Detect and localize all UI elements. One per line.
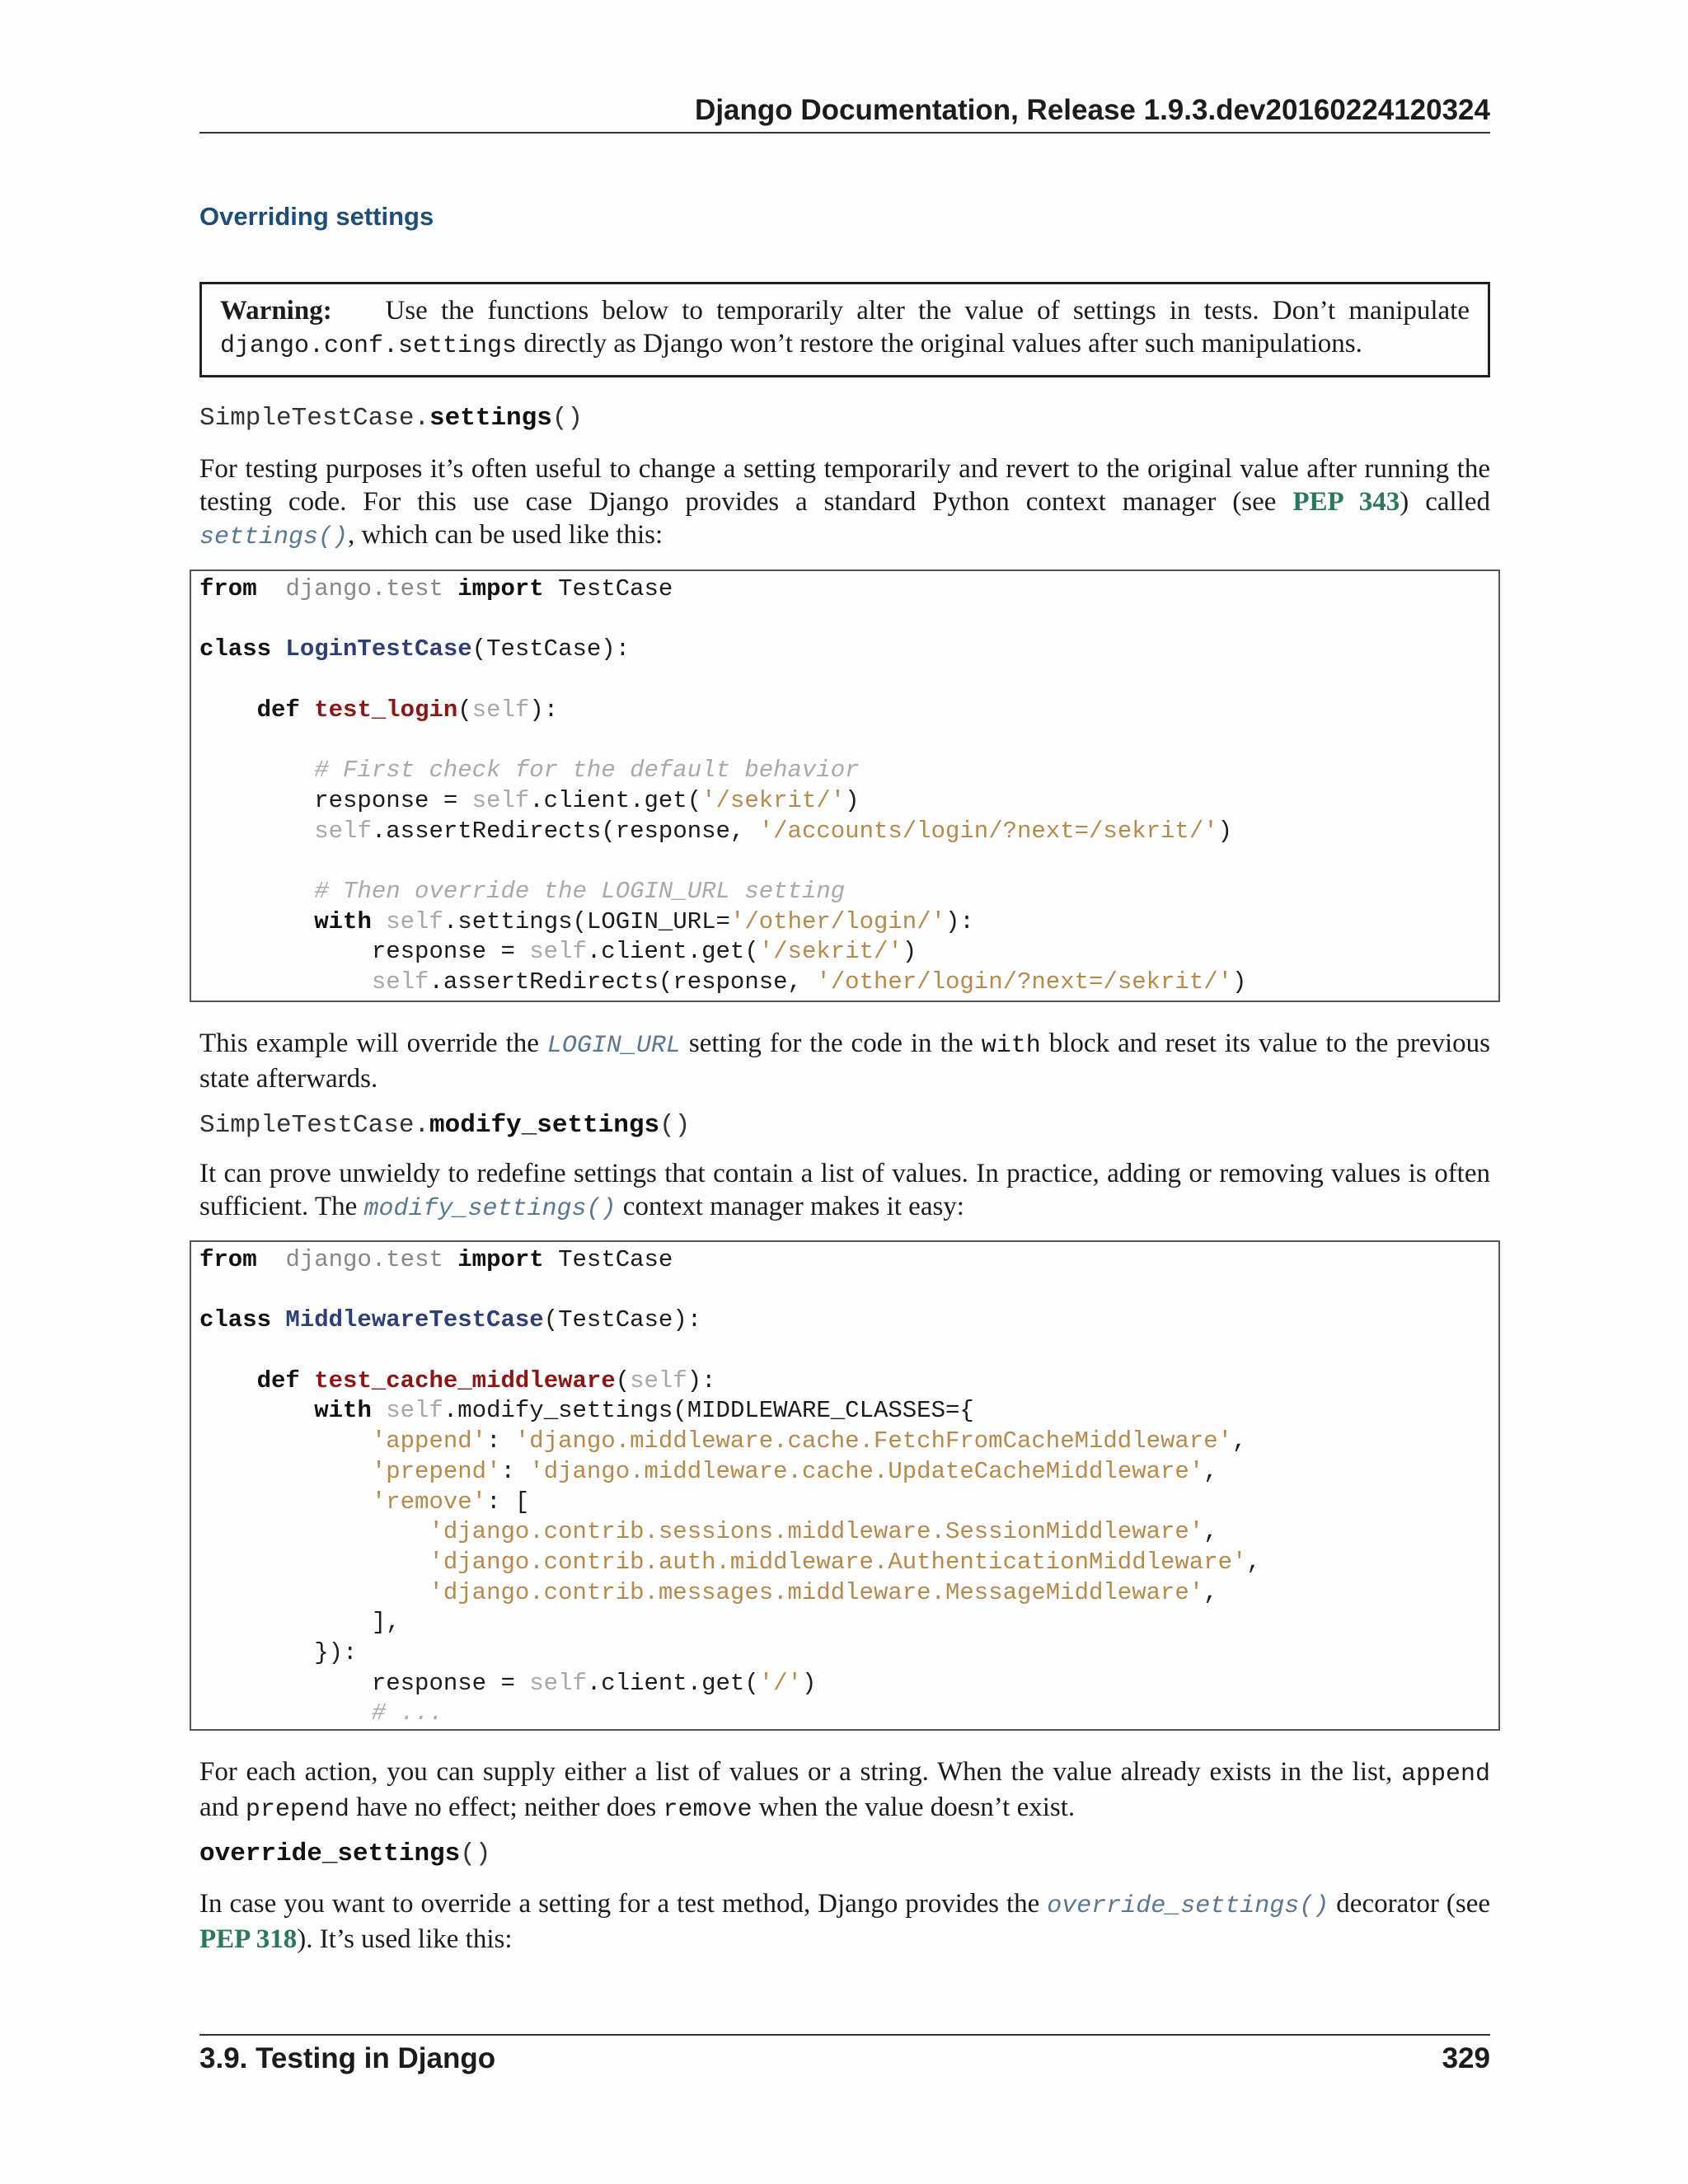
para-text: This example will override the [199, 1029, 547, 1058]
code-line [199, 1517, 1490, 1548]
code-line [199, 907, 1490, 938]
footer-section: 3.9. Testing in Django [199, 2042, 496, 2074]
code-token: TestCase [543, 575, 673, 602]
code-token [300, 696, 314, 724]
code-token [199, 1488, 372, 1516]
code-line [199, 1669, 1490, 1699]
code-token [199, 1397, 314, 1424]
code-token [372, 1397, 386, 1424]
code-token: .client.get( [586, 938, 759, 966]
code-token: .assertRedirects(response, [371, 817, 759, 845]
code-line [199, 1276, 1490, 1306]
code-token: '/accounts/login/?next=/sekrit/' [758, 817, 1218, 845]
paragraph-override-settings [199, 1887, 1490, 1956]
code-line [199, 1396, 1490, 1427]
code-token [199, 1699, 372, 1727]
inline-code-with: with [981, 1032, 1041, 1060]
section-title: Overriding settings [199, 202, 434, 231]
settings-ref-link[interactable]: settings() [199, 523, 349, 551]
code-token: self [529, 1669, 587, 1697]
code-line [199, 786, 1490, 817]
code-token: 'django.contrib.auth.middleware.AuthenticationMiddleware' [429, 1548, 1247, 1576]
code-token: ): [687, 1366, 716, 1394]
code-token: test_cache_middleware [314, 1366, 616, 1394]
code-block-settings [190, 569, 1500, 1002]
pep-318-link[interactable]: PEP 318 [199, 1924, 298, 1954]
code-token: test_login [314, 696, 458, 724]
code-token: self [529, 938, 587, 966]
code-token: 'django.contrib.messages.middleware.MessageMiddleware' [429, 1578, 1204, 1606]
code-token: 'remove' [371, 1488, 487, 1516]
code-token: 'django.contrib.sessions.middleware.SessionMiddleware' [429, 1518, 1204, 1546]
para-text: For each action, you can supply either a list of values or a string. When the value already exists in the list, [199, 1757, 1401, 1787]
code-token: ) [801, 1669, 817, 1697]
sig-name: settings [429, 404, 552, 433]
code-token: # Then override the LOGIN_URL setting [314, 877, 846, 905]
code-token: self [314, 817, 372, 845]
sig-name: override_settings [199, 1840, 461, 1868]
code-token: import [443, 575, 544, 602]
code-token [300, 1367, 314, 1394]
inline-code-prepend: prepend [245, 1796, 349, 1824]
code-line [199, 665, 1490, 696]
code-token [199, 757, 314, 784]
code-token [372, 908, 386, 935]
para-text: have no effect; neither does [349, 1793, 663, 1822]
code-token: self [630, 1366, 687, 1394]
code-token: ( [457, 696, 472, 724]
warning-code: django.conf.settings [220, 332, 518, 360]
code-line [199, 1427, 1490, 1457]
code-token: def [256, 696, 300, 724]
code-token: MiddlewareTestCase [285, 1306, 544, 1334]
code-line [199, 725, 1490, 756]
code-token [199, 968, 372, 996]
code-token: django.test [285, 1246, 443, 1273]
code-token [199, 1458, 372, 1485]
code-token: , [1203, 1578, 1218, 1606]
code-token: '/sekrit/' [701, 786, 846, 814]
code-token [199, 1549, 429, 1576]
code-line [199, 1548, 1490, 1578]
code-token: : [486, 1427, 515, 1455]
code-token [199, 908, 314, 935]
code-line [199, 1366, 1490, 1397]
code-token [199, 1427, 372, 1455]
para-text: ). It’s used like this: [297, 1924, 513, 1954]
code-token: .settings(LOGIN_URL= [443, 907, 730, 935]
code-line [199, 1699, 1490, 1729]
paragraph-actions [199, 1755, 1490, 1826]
code-line [199, 574, 1490, 605]
code-line [199, 1638, 1490, 1669]
code-token: class [199, 1306, 272, 1334]
code-token: class [199, 635, 272, 663]
code-token [257, 575, 286, 602]
code-line [199, 846, 1490, 877]
code-token: 'django.middleware.cache.FetchFromCacheMiddleware' [514, 1427, 1233, 1455]
code-line [199, 1336, 1490, 1366]
para-text: It can prove unwieldy to redefine settings that contain a list of values. In practice, adding or removing values is often sufficient. The [199, 1159, 1490, 1221]
code-token: .assertRedirects(response, [429, 968, 817, 996]
paragraph-modify-settings [199, 1157, 1490, 1226]
code-token: response = [199, 938, 530, 966]
modify-settings-ref-link[interactable]: modify_settings() [363, 1195, 617, 1223]
warning-box [199, 282, 1490, 377]
code-token: self [471, 696, 530, 724]
code-line [199, 1488, 1490, 1518]
code-token: 'append' [371, 1427, 487, 1455]
warning-text: Use the functions below to temporarily alter the value of settings in tests. Don’t manipulate [385, 296, 1470, 326]
code-token [199, 1579, 429, 1606]
code-token: , [1203, 1457, 1218, 1485]
code-token: .client.get( [586, 1669, 759, 1697]
code-token: .client.get( [529, 786, 702, 814]
code-line [199, 817, 1490, 847]
code-token [199, 1518, 429, 1545]
code-token [199, 818, 314, 845]
code-token: ): [529, 696, 559, 724]
code-token: TestCase [543, 1246, 673, 1273]
code-token: response = [199, 786, 472, 814]
code-line [199, 937, 1490, 968]
code-line [199, 1608, 1490, 1638]
modify-settings-signature [199, 1111, 690, 1140]
code-line [199, 1457, 1490, 1488]
para-text: For testing purposes it’s often useful to change a setting temporarily and revert to the original value after running the testing code. For this use case Django provides a standard Python context manager (see [199, 454, 1490, 517]
inline-code-remove: remove [663, 1796, 753, 1824]
code-block-modify-settings [190, 1240, 1500, 1731]
code-token: with [314, 1397, 372, 1425]
para-text: , which can be used like this: [348, 520, 663, 550]
para-text: and [199, 1793, 246, 1822]
page-header: Django Documentation, Release 1.9.3.dev20160224120324 [199, 89, 1490, 134]
code-line [199, 1578, 1490, 1609]
code-token: ): [945, 907, 974, 935]
code-token: self [471, 786, 530, 814]
code-line [199, 877, 1490, 907]
code-token [257, 1246, 286, 1273]
code-token: # First check for the default behavior [314, 757, 860, 785]
code-token: (TestCase): [543, 1306, 702, 1334]
para-text: block and reset its value to the previous state afterwards. [199, 1029, 1490, 1094]
code-token: ( [615, 1366, 631, 1394]
code-token: ) [845, 786, 860, 814]
para-text: setting for the code in the [680, 1029, 982, 1058]
para-text: ) called [1400, 487, 1490, 517]
code-token: ], [199, 1609, 401, 1637]
sig-prefix: SimpleTestCase. [199, 1111, 430, 1140]
para-text: context manager makes it easy: [616, 1192, 964, 1221]
login-url-ref-link[interactable]: LOGIN_URL [546, 1032, 681, 1060]
para-text: decorator (see [1329, 1889, 1490, 1919]
code-token [271, 635, 285, 663]
code-token: response = [199, 1669, 530, 1697]
code-line [199, 1245, 1490, 1276]
settings-signature [199, 404, 583, 433]
code-token: 'prepend' [371, 1457, 501, 1485]
inline-code-append: append [1400, 1760, 1490, 1788]
sig-parens: () [551, 404, 584, 433]
code-token: : [ [486, 1488, 530, 1516]
code-token: django.test [285, 575, 443, 602]
code-line [199, 696, 1490, 726]
code-token: LoginTestCase [285, 635, 472, 663]
code-line [199, 635, 1490, 665]
code-token: self [386, 1397, 443, 1425]
code-token: from [199, 1246, 257, 1273]
code-token: ) [1232, 968, 1247, 996]
code-line [199, 1305, 1490, 1336]
sig-prefix: SimpleTestCase. [199, 404, 430, 433]
code-line [199, 968, 1490, 998]
code-token [199, 696, 257, 724]
sig-name: modify_settings [429, 1111, 660, 1140]
code-token: : [500, 1457, 530, 1485]
warning-text-after: directly as Django won’t restore the original values after such manipulations. [523, 329, 1362, 359]
code-token: self [386, 907, 443, 935]
code-token: self [371, 968, 429, 996]
code-line [199, 756, 1490, 786]
override-settings-signature [199, 1840, 490, 1868]
code-token [199, 1367, 257, 1394]
code-token: '/' [758, 1669, 802, 1697]
code-token [271, 1306, 285, 1333]
code-token: }): [199, 1638, 358, 1666]
code-token: with [314, 907, 372, 935]
code-token: '/sekrit/' [758, 938, 903, 966]
paragraph-login-url [199, 1027, 1490, 1095]
code-token: '/other/login/' [729, 907, 945, 935]
code-line [199, 605, 1490, 635]
code-token: def [256, 1366, 300, 1394]
paragraph-settings-intro [199, 452, 1490, 554]
code-token [199, 878, 314, 905]
code-token: 'django.middleware.cache.UpdateCacheMiddleware' [529, 1457, 1204, 1485]
code-token: , [1232, 1427, 1247, 1455]
code-token: ) [902, 938, 917, 966]
para-text: In case you want to override a setting for a test method, Django provides the [199, 1889, 1048, 1919]
pep-343-link[interactable]: PEP 343 [1292, 487, 1400, 517]
code-token: import [443, 1246, 544, 1273]
code-token: , [1246, 1548, 1261, 1576]
sig-parens: () [659, 1111, 691, 1140]
code-token: (TestCase): [471, 635, 631, 663]
code-token: # ... [371, 1699, 443, 1727]
code-token: , [1203, 1518, 1218, 1546]
code-token: from [199, 575, 257, 602]
page-number: 329 [1442, 2042, 1490, 2074]
sig-parens: () [460, 1840, 491, 1868]
para-text: when the value doesn’t exist. [752, 1793, 1076, 1822]
code-token: '/other/login/?next=/sekrit/' [816, 968, 1233, 996]
code-token: .modify_settings(MIDDLEWARE_CLASSES={ [443, 1397, 974, 1425]
override-settings-ref-link[interactable]: override_settings() [1047, 1892, 1329, 1920]
warning-label: Warning: [220, 296, 332, 326]
page-footer [199, 2034, 1490, 2075]
code-token: ) [1217, 817, 1233, 845]
